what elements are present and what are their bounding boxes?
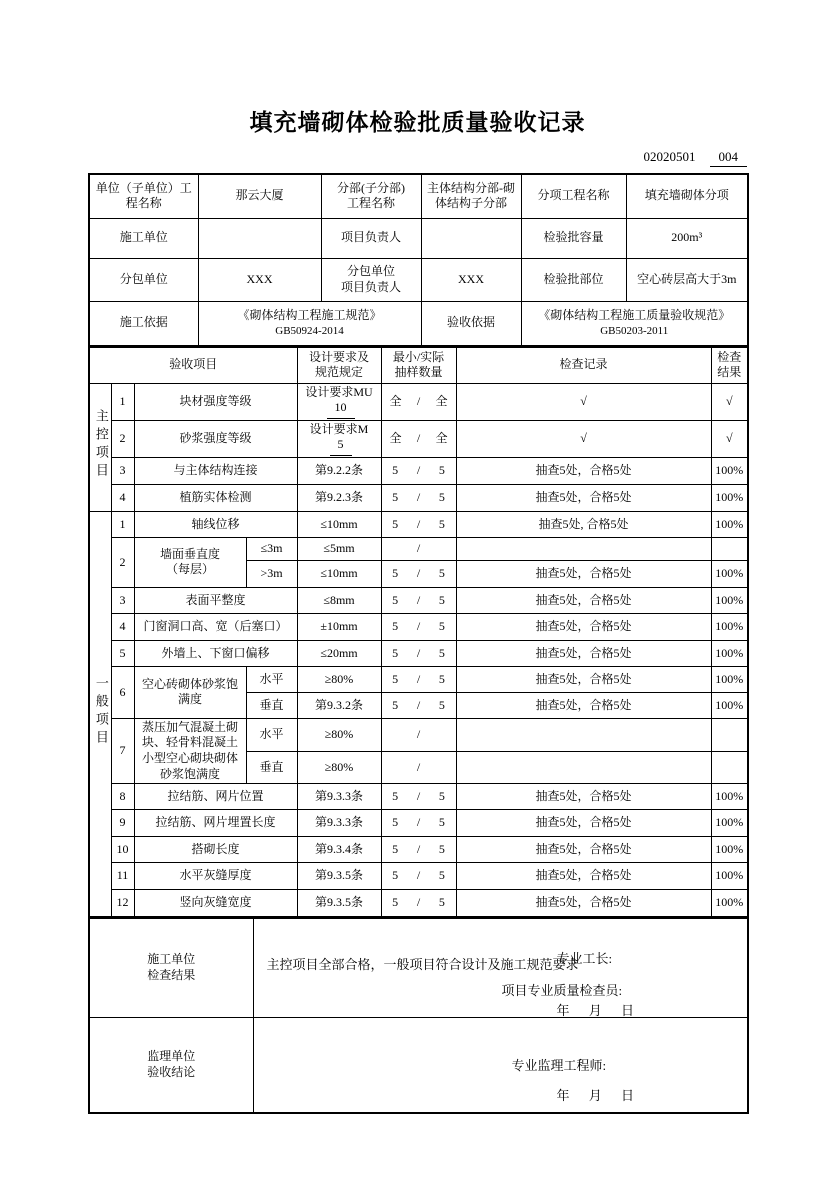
info-row-2 [89,218,748,258]
sample-min: 全 [389,430,402,445]
item-sample [381,640,456,666]
sample-sep: / [416,895,421,910]
item-record: 抽查5处，合格5处 [456,784,711,810]
col-header-spec-l1: 设计要求及 [309,349,370,364]
col-header-spec [297,347,381,383]
general-item-row-5 [89,640,748,666]
general-item-row-10 [89,837,748,863]
item-name: 拉结筋、网片埋置长度 [134,810,297,837]
col-header-sample-l1: 最小/实际 [392,349,445,364]
supervisor-date-line: 年 月 日 [556,1088,635,1104]
project-info-table [88,173,749,347]
contractor-statement: 主控项目全部合格，一般项目符合设计及施工规范要求 [266,956,579,972]
sub-manager-label [321,258,421,301]
item-record: 抽查5处，合格5处 [456,484,711,511]
item-no: 5 [111,640,134,666]
sample-sep: / [416,566,421,581]
contractor-result-label [89,918,253,1018]
item-no: 10 [111,837,134,863]
item-result: 100% [711,692,748,718]
item-name: 空心砖砌体砂浆饱满度 [134,666,246,718]
signature-table [88,917,749,1114]
item-spec: 第9.2.3条 [297,484,381,511]
sample-sep: / [416,430,421,445]
sample-sep: / [416,697,421,712]
main-item-row-1 [89,383,748,420]
sample-sep: / [416,592,421,607]
sample-sep: / [416,619,421,634]
item-name: 门窗洞口高、宽（后塞口） [134,613,297,640]
item-result: 100% [711,587,748,613]
item-name: 与主体结构连接 [134,457,297,484]
sample-actual: 5 [438,815,445,830]
sample-min: 5 [392,815,399,830]
sample-min: 5 [392,697,399,712]
sample-sep: / [416,645,421,660]
item-spec: ≤20mm [297,640,381,666]
item-name-l2: （每层） [165,562,214,577]
item-no: 3 [111,587,134,613]
acceptance-items-table [88,346,749,918]
item-name: 搭砌长度 [134,837,297,863]
item-sample [381,718,456,751]
info-row-1 [89,174,748,218]
item-sample [381,863,456,890]
contractor-result-cell [253,918,748,1018]
supervisor-conclusion-row [89,1018,748,1113]
item-sample [381,837,456,863]
item-subcondition: 垂直 [246,692,297,718]
general-item-row-6a [89,666,748,692]
item-result: 100% [711,666,748,692]
item-spec: 第9.3.5条 [297,863,381,890]
item-record: 抽查5处，合格5处 [456,890,711,917]
general-section-label-text: 一般项目 [93,675,109,748]
item-spec: 第9.3.3条 [297,810,381,837]
item-result: 100% [711,784,748,810]
item-no: 1 [111,511,134,537]
item-name: 砂浆强度等级 [134,420,297,457]
supervisor-conclusion-label [89,1018,253,1113]
main-item-row-3 [89,457,748,484]
item-sample [381,537,456,560]
construction-basis-label: 施工依据 [89,301,198,346]
item-spec: 第9.2.2条 [297,457,381,484]
general-item-row-2a [89,537,748,560]
item-record: √ [456,383,711,420]
item-record: 抽查5处，合格5处 [456,587,711,613]
item-sample [381,692,456,718]
supervisor-engineer-signature-label: 专业监理工程师: [511,1058,607,1074]
item-sample [381,810,456,837]
spec-prefix: 设计要求M [309,421,369,436]
sample-actual: 5 [438,592,445,607]
item-spec: ≥80% [297,751,381,784]
sample-min: 5 [392,841,399,856]
sample-sep: / [416,393,421,408]
spec-prefix: 设计要求MU [305,384,373,399]
item-no: 2 [111,537,134,587]
sample-actual: 5 [438,697,445,712]
general-item-row-4 [89,613,748,640]
general-item-row-8 [89,784,748,810]
item-spec: ≤5mm [297,537,381,560]
sample-min: 5 [392,463,399,478]
item-spec: ≥80% [297,666,381,692]
col-header-result-l1: 检查 [717,349,742,364]
sample-sep: / [416,815,421,830]
sample-actual: 5 [438,788,445,803]
item-spec: 第9.3.4条 [297,837,381,863]
supervisor-conclusion-cell [253,1018,748,1113]
item-record [456,718,711,751]
item-sample [381,511,456,537]
supervisor-conclusion-label-l1: 监理单位 [147,1049,196,1064]
general-item-row-3 [89,587,748,613]
col-header-sample-l2: 抽样数量 [394,365,443,380]
spec-value: 5 [330,437,352,456]
item-name: 表面平整度 [134,587,297,613]
item-result: √ [711,420,748,457]
item-result: √ [711,383,748,420]
item-no: 4 [111,484,134,511]
general-item-row-7a [89,718,748,751]
sample-min: 5 [392,671,399,686]
item-sample [381,890,456,917]
main-item-row-4 [89,484,748,511]
sub-manager-value: XXX [421,258,521,301]
item-no: 6 [111,666,134,718]
item-result: 100% [711,863,748,890]
item-result: 100% [711,810,748,837]
col-header-spec-l2: 规范规定 [315,365,364,380]
item-result: 100% [711,560,748,587]
project-name-label: 单位（子单位）工程名称 [89,174,198,218]
construction-basis-code: GB50924-2014 [275,325,344,338]
batch-part-value: 空心砖层高大于3m [626,258,748,301]
item-name: 蒸压加气混凝土砌块、轻骨料混凝土小型空心砌块砌体砂浆饱满度 [134,718,246,783]
sample-sep: / [416,490,421,505]
item-sample [381,587,456,613]
item-name: 植筋实体检测 [134,484,297,511]
item-sample [381,484,456,511]
item-name: 外墙上、下窗口偏移 [134,640,297,666]
item-sample [381,666,456,692]
item-record: 抽查5处，合格5处 [456,863,711,890]
batch-capacity-value: 200m³ [626,218,748,258]
general-item-row-9 [89,810,748,837]
item-result: 100% [711,890,748,917]
item-result [711,751,748,784]
item-record: 抽查5处，合格5处 [456,837,711,863]
spec-value: 10 [327,400,355,419]
item-spec [297,420,381,457]
batch-part-label: 检验批部位 [521,258,626,301]
item-record: 抽查5处，合格5处 [456,613,711,640]
item-name: 水平灰缝厚度 [134,863,297,890]
item-sample [381,383,456,420]
item-no: 11 [111,863,134,890]
contractor-label: 施工单位 [89,218,198,258]
info-row-3 [89,258,748,301]
division-name-label-l1: 分部(子分部) [337,180,405,195]
general-item-row-12 [89,890,748,917]
supervisor-conclusion-label-l2: 验收结论 [147,1065,196,1079]
item-name: 轴线位移 [134,511,297,537]
sample-actual: 5 [438,516,445,531]
sample-actual: 5 [438,895,445,910]
division-name-label-l2: 工程名称 [346,196,395,211]
sample-min: 5 [392,490,399,505]
acceptance-basis-label: 验收依据 [421,301,521,346]
item-subcondition: 垂直 [246,751,297,784]
sample-actual: 全 [435,393,448,408]
item-no: 3 [111,457,134,484]
item-name [134,537,246,587]
sample-sep: / [416,759,421,774]
sample-sep: / [416,516,421,531]
sample-min: 5 [392,619,399,634]
col-header-result-l2: 结果 [717,365,742,380]
sample-min: 5 [392,868,399,883]
item-result: 100% [711,484,748,511]
sample-sep: / [416,788,421,803]
item-result: 100% [711,511,748,537]
sample-min: 全 [389,393,402,408]
item-record [456,537,711,560]
project-manager-label: 项目负责人 [321,218,421,258]
item-spec: 第9.3.5条 [297,890,381,917]
item-spec: ≤8mm [297,587,381,613]
item-record: 抽查5处，合格5处 [456,810,711,837]
acceptance-basis-code: GB50203-2011 [600,325,669,338]
acceptance-basis-title: 《砌体结构工程施工质量验收规范》 [538,307,731,322]
contractor-result-label-l2: 检查结果 [147,968,196,982]
contractor-result-row [89,918,748,1018]
acceptance-basis-value [521,301,748,346]
item-no: 9 [111,810,134,837]
item-no: 4 [111,613,134,640]
sample-actual: 5 [438,841,445,856]
division-name-value: 主体结构分部-砌体结构子分部 [421,174,521,218]
item-record: 抽查5处，合格5处 [456,560,711,587]
main-section-label-text: 主控项目 [93,408,109,481]
item-result [711,718,748,751]
col-header-record: 检查记录 [456,347,711,383]
item-sample [381,457,456,484]
quality-inspector-signature-label: 项目专业质量检查员: [501,982,623,998]
item-spec [297,383,381,420]
contractor-value [198,218,321,258]
sample-min: 5 [392,592,399,607]
item-record: 抽查5处，合格5处 [456,666,711,692]
sample-sep: / [416,463,421,478]
item-record: 抽查5处, 合格5处 [456,511,711,537]
item-result: 100% [711,613,748,640]
col-header-sample [381,347,456,383]
sample-min: 5 [392,895,399,910]
sample-actual: 5 [438,671,445,686]
doc-code: 02020501 [643,149,696,164]
item-spec: 第9.3.3条 [297,784,381,810]
sample-sep: / [416,868,421,883]
item-spec: ≥80% [297,718,381,751]
doc-code-line [88,149,747,167]
foreman-signature-label: 专业工长: [556,950,613,966]
sample-sep: / [416,671,421,686]
main-item-row-2 [89,420,748,457]
section-name-value: 填充墙砌体分项 [626,174,748,218]
item-record [456,751,711,784]
item-spec: 第9.3.2条 [297,692,381,718]
item-record: 抽查5处，合格5处 [456,457,711,484]
general-item-row-1 [89,511,748,537]
item-name: 竖向灰缝宽度 [134,890,297,917]
sample-sep: / [416,726,421,741]
sample-actual: 5 [438,490,445,505]
info-row-4 [89,301,748,346]
sample-min: 5 [392,516,399,531]
item-spec: ≤10mm [297,560,381,587]
item-sample [381,784,456,810]
item-name: 块材强度等级 [134,383,297,420]
item-subcondition: >3m [246,560,297,587]
items-header-row [89,347,748,383]
general-item-row-11 [89,863,748,890]
item-record: √ [456,420,711,457]
sample-actual: 5 [438,463,445,478]
item-no: 1 [111,383,134,420]
item-no: 8 [111,784,134,810]
sub-manager-label-l2: 项目负责人 [340,279,401,294]
item-sample [381,613,456,640]
item-subcondition: ≤3m [246,537,297,560]
subcontractor-value: XXX [198,258,321,301]
sample-actual: 5 [438,619,445,634]
item-no: 12 [111,890,134,917]
project-name-value: 那云大厦 [198,174,321,218]
page-title: 填充墙砌体检验批质量验收记录 [249,110,586,135]
item-no: 7 [111,718,134,783]
section-name-label: 分项工程名称 [521,174,626,218]
item-subcondition: 水平 [246,666,297,692]
sample-min: 5 [392,788,399,803]
item-no: 2 [111,420,134,457]
item-record: 抽查5处，合格5处 [456,640,711,666]
col-header-item: 验收项目 [89,347,297,383]
sample-actual: 5 [438,868,445,883]
sample-actual: 5 [438,566,445,581]
construction-basis-value [198,301,421,346]
item-result: 100% [711,837,748,863]
col-header-result [711,347,748,383]
item-sample [381,560,456,587]
project-manager-value [421,218,521,258]
item-subcondition: 水平 [246,718,297,751]
sample-actual: 5 [438,645,445,660]
sub-manager-label-l1: 分包单位 [346,263,395,278]
sample-min: 5 [392,645,399,660]
item-spec: ±10mm [297,613,381,640]
sample-sep: / [416,541,421,556]
item-sample [381,420,456,457]
item-name-l1: 墙面垂直度 [159,546,220,561]
batch-capacity-label: 检验批容量 [521,218,626,258]
construction-basis-title: 《砌体结构工程施工规范》 [237,307,382,322]
subcontractor-label: 分包单位 [89,258,198,301]
item-result: 100% [711,640,748,666]
item-result [711,537,748,560]
item-name: 拉结筋、网片位置 [134,784,297,810]
general-section-label [89,511,111,916]
contractor-result-label-l1: 施工单位 [147,952,196,967]
item-result: 100% [711,457,748,484]
division-name-label [321,174,421,218]
main-section-label [89,383,111,511]
sample-sep: / [416,841,421,856]
contractor-date-line: 年 月 日 [556,1002,635,1018]
item-sample [381,751,456,784]
sample-min: 5 [392,566,399,581]
item-record: 抽查5处，合格5处 [456,692,711,718]
item-spec: ≤10mm [297,511,381,537]
sample-actual: 全 [435,430,448,445]
doc-number: 004 [710,149,748,167]
